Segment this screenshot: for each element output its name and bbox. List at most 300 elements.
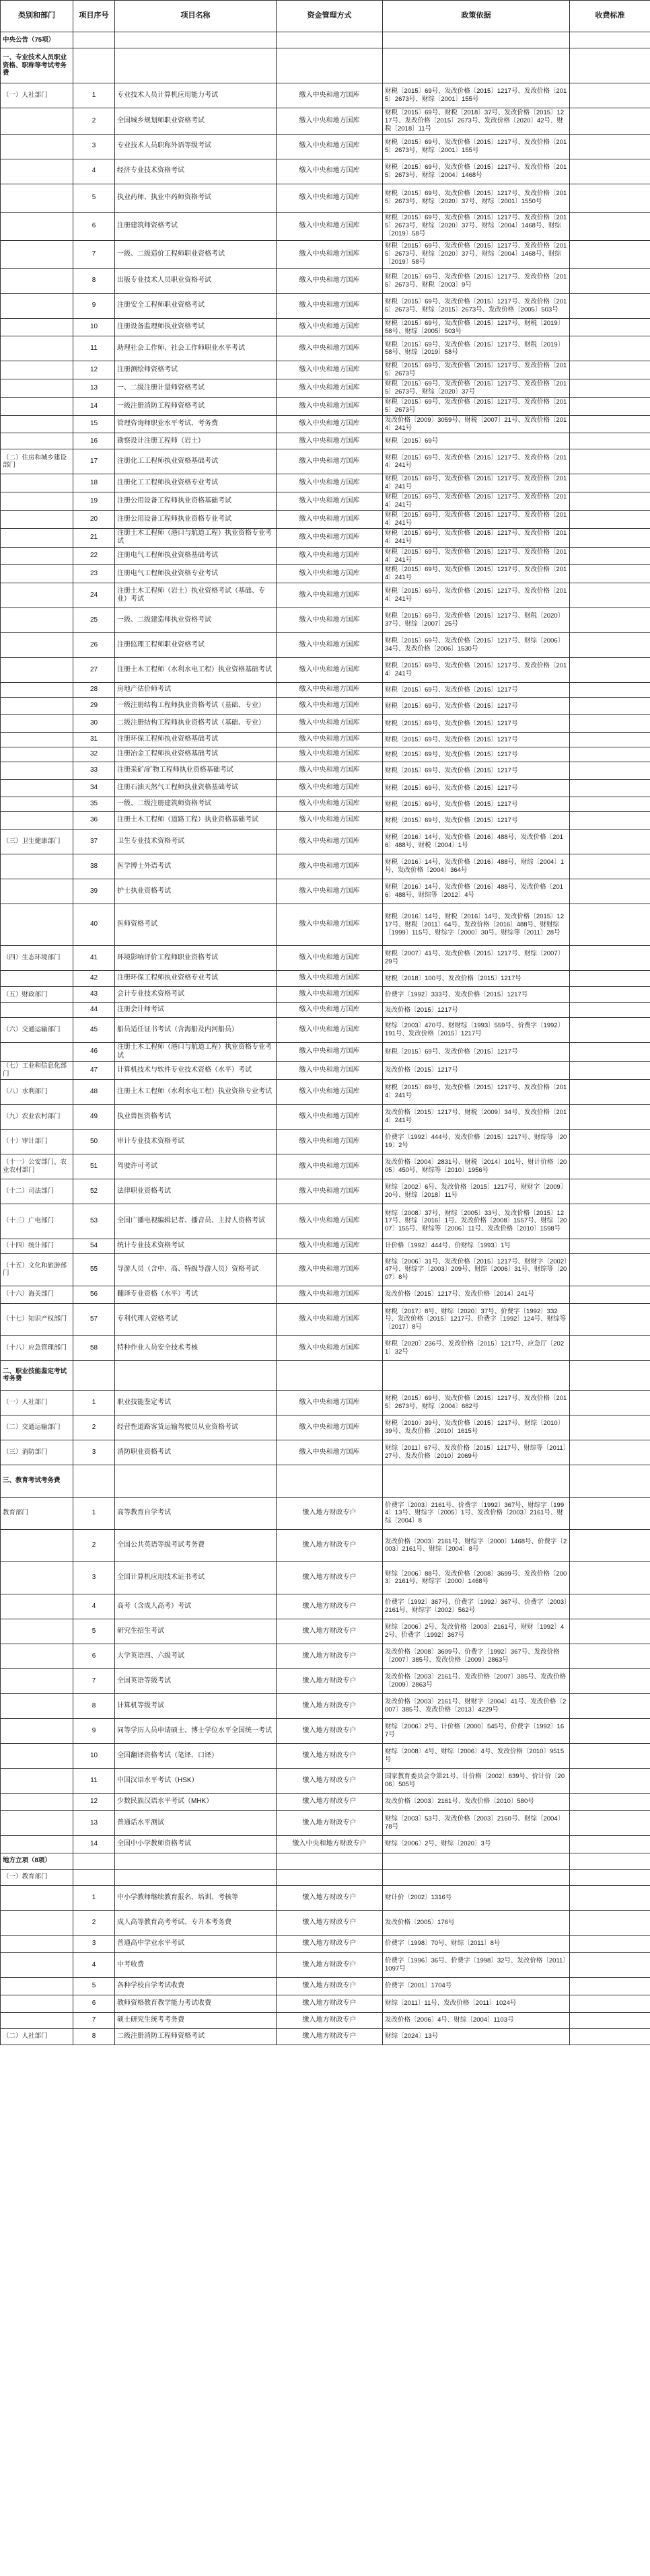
seq-cell: 46 (73, 1043, 115, 1062)
policy-cell: 财税〔2007〕41号、发改价格〔2015〕1217号、财综〔2007〕29号 (383, 946, 570, 971)
fund-cell (277, 48, 383, 83)
seq-cell: 22 (73, 547, 115, 565)
policy-cell: 财税〔2015〕69号、发改价格〔2015〕1217号、发改价格〔2015〕2673号 (383, 397, 570, 415)
seq-cell: 55 (73, 1253, 115, 1286)
table-row (1, 987, 650, 1003)
category-cell: （八）水利部门 (1, 1079, 73, 1104)
fund-cell: 缴入中央和地方国库 (277, 268, 383, 293)
seq-cell: 3 (73, 1440, 115, 1465)
category-cell (1, 1561, 73, 1594)
fund-cell: 缴入地方财政专户 (277, 1743, 383, 1768)
standard-cell (570, 379, 650, 398)
policy-cell: 财税〔2015〕69号、发改价格〔2015〕1217号、发改价格〔2014〕241号 (383, 510, 570, 528)
fund-cell: 缴入中央和地方国库 (277, 134, 383, 159)
item-cell: 教师资格教育教学能力考试收费 (115, 1995, 277, 2012)
item-cell: 注册土木工程师（水利水电工程）执业资格专业考试 (115, 1079, 277, 1104)
policy-cell: 财计价〔2002〕1316号 (383, 1885, 570, 1910)
item-cell: 医学博士外语考试 (115, 854, 277, 879)
item-cell: 注册冶金工程师执业资格基础考试 (115, 747, 277, 762)
fund-cell: 缴入中央和地方国库 (277, 1154, 383, 1179)
standard-cell (570, 1869, 650, 1885)
fund-cell: 缴入中央和地方国库 (277, 1204, 383, 1239)
policy-cell: 价费字〔1996〕36号、价费字〔1998〕32号、发改价格〔2011〕1097号 (383, 1952, 570, 1977)
table-row (1, 1204, 650, 1239)
policy-cell: 财综〔2011〕67号、发改价格〔2015〕1217号、财综等〔2011〕27号、发改价格〔2010〕2069号 (383, 1440, 570, 1465)
category-cell (1, 608, 73, 633)
fund-cell: 缴入地方财政专户 (277, 1793, 383, 1810)
policy-cell: 财税〔2015〕69号、发改价格〔2015〕1217号、发改价格〔2014〕241号 (383, 449, 570, 474)
item-cell (115, 48, 277, 83)
fund-cell: 缴入中央和地方国库 (277, 528, 383, 547)
seq-cell: 1 (73, 1390, 115, 1415)
category-cell (1, 1043, 73, 1062)
table-row (1, 565, 650, 583)
item-cell: 高考（含成人高考）考试 (115, 1594, 277, 1619)
standard-cell (570, 608, 650, 633)
table-row (1, 1693, 650, 1718)
standard-cell (570, 1995, 650, 2012)
fund-cell: 缴入中央和地方国库 (277, 565, 383, 583)
table-row (1, 683, 650, 698)
category-cell: （十）审计部门 (1, 1129, 73, 1154)
standard-cell (570, 1952, 650, 1977)
seq-cell: 31 (73, 733, 115, 747)
seq-cell: 25 (73, 608, 115, 633)
standard-cell (570, 1303, 650, 1335)
standard-cell (570, 747, 650, 762)
policy-cell: 财税〔2015〕69号、发改价格〔2015〕1217号、发改价格〔2014〕241号 (383, 583, 570, 608)
fund-cell: 缴入地方财政专户 (277, 1718, 383, 1743)
policy-cell: 财税〔2015〕69号、发改价格〔2015〕1217号 (383, 797, 570, 812)
item-cell: 注册环保工程师执业资格专业考试 (115, 971, 277, 987)
table-row (1, 528, 650, 547)
policy-cell: 计价格〔1992〕444号、价财综〔1993〕1号 (383, 1239, 570, 1253)
table-header-row (1, 1, 650, 32)
seq-cell: 36 (73, 812, 115, 830)
policy-cell: 财税〔2015〕69号、发改价格〔2015〕1217号、发改价格〔2015〕2673号、财综〔2020〕37号 (383, 379, 570, 398)
fund-cell: 缴入地方财政专户 (277, 1594, 383, 1619)
category-cell (1, 1644, 73, 1668)
fund-cell: 缴入地方财政专户 (277, 1910, 383, 1935)
table-row (1, 159, 650, 184)
category-cell (1, 1619, 73, 1644)
fund-cell: 缴入中央和地方国库 (277, 1415, 383, 1440)
standard-cell (570, 336, 650, 361)
fund-cell: 缴入中央和地方国库 (277, 184, 383, 212)
item-cell: 全国城乡规划师职业资格考试 (115, 108, 277, 135)
policy-cell: 价费字〔1992〕444号、发改价格〔2015〕1217号、财综等〔2019〕2号 (383, 1129, 570, 1154)
fund-cell: 缴入地方财政专户 (277, 1952, 383, 1977)
table-row (1, 1619, 650, 1644)
standard-cell (570, 1104, 650, 1129)
category-cell: （五）财政部门 (1, 987, 73, 1003)
item-cell: 注册土木工程师（水利水电工程）执业资格基础考试 (115, 658, 277, 683)
policy-cell: 财税〔2015〕69号、发改价格〔2015〕1217号 (383, 780, 570, 797)
item-cell: 房地产估价师考试 (115, 683, 277, 698)
standard-cell (570, 1204, 650, 1239)
standard-cell (570, 1239, 650, 1253)
seq-cell: 5 (73, 184, 115, 212)
standard-cell (570, 2012, 650, 2028)
table-row (1, 658, 650, 683)
policy-cell: 财税〔2015〕69号、发改价格〔2015〕1217号、发改价格〔2015〕2673号、财综〔2001〕155号 (383, 83, 570, 108)
item-cell: 全国计算机应用技术证书考试 (115, 1561, 277, 1594)
standard-cell (570, 134, 650, 159)
item-cell: 注册土木工程师（港口与航道工程）执业资格专业考试 (115, 1043, 277, 1062)
table-row (1, 1104, 650, 1129)
category-cell: （十七）知识产权部门 (1, 1303, 73, 1335)
section-row (1, 1360, 650, 1390)
seq-cell: 35 (73, 797, 115, 812)
seq-cell: 29 (73, 698, 115, 715)
item-cell: 环境影响评价工程师职业资格考试 (115, 946, 277, 971)
fund-cell: 缴入中央和地方国库 (277, 336, 383, 361)
seq-cell: 2 (73, 1415, 115, 1440)
table-row (1, 762, 650, 780)
standard-cell (570, 1360, 650, 1390)
standard-cell (570, 1129, 650, 1154)
item-cell: 同等学历人员申请硕士、博士学位水平全国统一考试 (115, 1718, 277, 1743)
seq-cell: 33 (73, 762, 115, 780)
category-cell (1, 854, 73, 879)
item-cell: 全国英语等级考试 (115, 1668, 277, 1693)
category-cell (1, 492, 73, 511)
standard-cell (570, 108, 650, 135)
item-cell: 中考收费 (115, 1952, 277, 1977)
header-item: 项目名称 (115, 1, 277, 32)
seq-cell: 20 (73, 510, 115, 528)
seq-cell: 7 (73, 240, 115, 268)
standard-cell (570, 1043, 650, 1062)
standard-cell (570, 1286, 650, 1303)
fund-cell: 缴入中央和地方国库 (277, 547, 383, 565)
item-cell: 中国汉语水平考试（HSK） (115, 1768, 277, 1793)
header-standard: 收费标准 (570, 1, 650, 32)
seq-cell: 47 (73, 1062, 115, 1080)
item-cell: 注册土木工程师（道路工程）执业资格基础考试 (115, 812, 277, 830)
seq-cell: 8 (73, 1693, 115, 1718)
policy-cell: 财税〔2018〕100号、发改价格〔2015〕1217号 (383, 971, 570, 987)
item-cell: 注册公用设备工程师执业资格专业考试 (115, 510, 277, 528)
seq-cell: 21 (73, 528, 115, 547)
category-cell (1, 379, 73, 398)
item-cell: 少数民族汉语水平考试（MHK） (115, 1793, 277, 1810)
standard-cell (570, 1497, 650, 1529)
table-row (1, 1810, 650, 1835)
item-cell: 注册建筑师资格考试 (115, 212, 277, 240)
seq-cell: 34 (73, 780, 115, 797)
item-cell (115, 32, 277, 48)
item-cell: 审计专业技术资格考试 (115, 1129, 277, 1154)
policy-cell: 财综〔2006〕2号、计价格〔2000〕545号、价费字〔1992〕167号 (383, 1718, 570, 1743)
table-row (1, 1239, 650, 1253)
category-cell (1, 212, 73, 240)
fund-cell: 缴入中央和地方国库 (277, 658, 383, 683)
fund-cell: 缴入中央和地方国库 (277, 474, 383, 492)
seq-cell: 6 (73, 1644, 115, 1668)
table-row (1, 361, 650, 379)
fund-cell: 缴入中央和地方国库 (277, 583, 383, 608)
policy-cell: 发改价格〔2006〕4号、财综〔2004〕1103号 (383, 2012, 570, 2028)
fund-cell: 缴入中央和地方国库 (277, 361, 383, 379)
seq-cell: 52 (73, 1179, 115, 1204)
category-cell (1, 683, 73, 698)
seq-cell: 18 (73, 474, 115, 492)
item-cell: 执业兽医资格考试 (115, 1104, 277, 1129)
fund-cell: 缴入中央和地方国库 (277, 698, 383, 715)
seq-cell: 48 (73, 1079, 115, 1104)
policy-cell: 价费字〔1992〕367号、价费字〔1992〕367号、价费字〔2003〕2161号、财综字〔2002〕562号 (383, 1594, 570, 1619)
standard-cell (570, 293, 650, 318)
seq-cell: 58 (73, 1335, 115, 1360)
standard-cell (570, 1835, 650, 1853)
seq-cell: 44 (73, 1003, 115, 1018)
seq-cell: 32 (73, 747, 115, 762)
category-cell (1, 134, 73, 159)
category-cell: 一、专业技术人员职业资格、职称等考试考务费 (1, 48, 73, 83)
fund-cell: 缴入地方财政专户 (277, 1885, 383, 1910)
item-cell: 注册设备监理师执业资格考试 (115, 318, 277, 336)
seq-cell: 1 (73, 1497, 115, 1529)
table-row (1, 1062, 650, 1080)
fund-cell: 缴入中央和地方国库 (277, 1303, 383, 1335)
table-row (1, 747, 650, 762)
seq-cell: 13 (73, 1810, 115, 1835)
category-cell (1, 547, 73, 565)
table-row (1, 608, 650, 633)
standard-cell (570, 449, 650, 474)
table-row (1, 474, 650, 492)
fund-cell: 缴入中央和地方国库 (277, 1018, 383, 1043)
seq-cell: 12 (73, 361, 115, 379)
policy-cell: 财综〔2003〕470号、财财综〔1993〕559号、价费字〔1992〕191号、发改价格〔2015〕1217号 (383, 1018, 570, 1043)
standard-cell (570, 879, 650, 904)
category-cell (1, 474, 73, 492)
table-row (1, 240, 650, 268)
policy-cell: 价费字〔2001〕1704号 (383, 1977, 570, 1995)
category-cell: （三）卫生健康部门 (1, 830, 73, 854)
seq-cell: 7 (73, 2012, 115, 2028)
seq-cell: 6 (73, 212, 115, 240)
fund-cell: 缴入中央和地方国库 (277, 733, 383, 747)
seq-cell (73, 1853, 115, 1869)
category-cell: 三、教育考试考务费 (1, 1465, 73, 1497)
standard-cell (570, 583, 650, 608)
item-cell: 全国中小学教师资格考试 (115, 1835, 277, 1853)
fund-cell: 缴入地方财政专户 (277, 1995, 383, 2012)
standard-cell (570, 987, 650, 1003)
standard-cell (570, 1644, 650, 1668)
item-cell: 一级、二级注册建筑师资格考试 (115, 797, 277, 812)
item-cell: 翻译专业资格（水平）考试 (115, 1286, 277, 1303)
item-cell: 注册土木工程师（岩土）执业资格考试（基础、专业）考试 (115, 583, 277, 608)
table-row (1, 2012, 650, 2028)
table-row (1, 698, 650, 715)
item-cell: 注册会计师考试 (115, 1003, 277, 1018)
table-row (1, 1018, 650, 1043)
standard-cell (570, 1935, 650, 1952)
policy-cell: 财税〔2015〕69号、发改价格〔2015〕1217号、发改价格〔2015〕2673号、财综〔2004〕682号 (383, 1390, 570, 1415)
category-cell (1, 698, 73, 715)
policy-cell: 财税〔2015〕69号、发改价格〔2015〕1217号、财综〔2006〕34号、发改价格〔2006〕1530号 (383, 633, 570, 658)
table-row (1, 433, 650, 449)
standard-cell (570, 904, 650, 946)
table-row (1, 492, 650, 511)
category-cell (1, 879, 73, 904)
item-cell: 管理咨询师职业水平考试、考务费 (115, 415, 277, 433)
standard-cell (570, 698, 650, 715)
fund-cell: 缴入地方财政专户 (277, 1935, 383, 1952)
table-row (1, 336, 650, 361)
table-row (1, 1644, 650, 1668)
seq-cell: 30 (73, 715, 115, 733)
table-row (1, 1995, 650, 2012)
item-cell: 二级注册结构工程师执业资格考试（基础、专业） (115, 715, 277, 733)
seq-cell: 8 (73, 268, 115, 293)
policy-cell: 财税〔2015〕69号、发改价格〔2015〕1217号 (383, 1043, 570, 1062)
category-cell (1, 812, 73, 830)
category-cell (1, 1995, 73, 2012)
fund-cell: 缴入中央和地方国库 (277, 433, 383, 449)
table-row (1, 1529, 650, 1561)
standard-cell (570, 780, 650, 797)
section-row (1, 1853, 650, 1869)
category-cell (1, 715, 73, 733)
seq-cell: 10 (73, 1743, 115, 1768)
seq-cell: 12 (73, 1793, 115, 1810)
table-row (1, 2028, 650, 2045)
table-row (1, 83, 650, 108)
item-cell: 出版专业技术人员职业资格考试 (115, 268, 277, 293)
category-cell (1, 904, 73, 946)
policy-cell: 价费字〔2003〕2161号、价费字〔1992〕367号、财综字〔1994〕13号、财综字〔2005〕1号、发改价格〔2003〕2161号、财综〔2004〕8 (383, 1497, 570, 1529)
policy-cell: 财税〔2015〕69号、发改价格〔2015〕1217号 (383, 812, 570, 830)
item-cell: 计算机技术与软件专业技术资格（水平）考试 (115, 1062, 277, 1080)
standard-cell (570, 1693, 650, 1718)
category-cell: 中央公告（75项） (1, 32, 73, 48)
table-row (1, 1497, 650, 1529)
table-row (1, 1303, 650, 1335)
fund-cell: 缴入中央和地方国库 (277, 946, 383, 971)
standard-cell (570, 1415, 650, 1440)
seq-cell: 54 (73, 1239, 115, 1253)
table-row (1, 1253, 650, 1286)
standard-cell (570, 528, 650, 547)
policy-cell (383, 1360, 570, 1390)
seq-cell: 1 (73, 83, 115, 108)
policy-cell: 财税〔2015〕69号、发改价格〔2015〕1217号、发改价格〔2015〕2673号、财综〔2001〕155号 (383, 134, 570, 159)
item-cell: 一级、二级建造师执业资格考试 (115, 608, 277, 633)
header-category: 类别和部门 (1, 1, 73, 32)
seq-cell: 42 (73, 971, 115, 987)
policy-cell: 财税〔2015〕69号、发改价格〔2015〕1217号、发改价格〔2015〕2673号、财综〔2020〕37号、财综〔2004〕1468号、财综〔2019〕58号 (383, 240, 570, 268)
policy-cell: 财税〔2015〕69号、发改价格〔2015〕1217号、发改价格〔2014〕241号 (383, 658, 570, 683)
policy-cell: 财税〔2015〕69号、发改价格〔2015〕1217号、发改价格〔2015〕2673号 (383, 361, 570, 379)
fund-cell: 缴入地方财政专户 (277, 1977, 383, 1995)
policy-cell: 财综〔2006〕88号、发改价格〔2008〕3699号、发改价格〔2003〕2161号、财综字〔2000〕1468号 (383, 1561, 570, 1594)
standard-cell (570, 1465, 650, 1497)
item-cell: 高等教育自学考试 (115, 1497, 277, 1529)
category-cell (1, 415, 73, 433)
item-cell: 驾驶许可考试 (115, 1154, 277, 1179)
fund-cell: 缴入中央和地方国库 (277, 715, 383, 733)
standard-cell (570, 1018, 650, 1043)
fund-cell: 缴入中央和地方国库 (277, 1390, 383, 1415)
fund-cell: 缴入地方财政专户 (277, 1644, 383, 1668)
policy-cell: 发改价格〔2015〕1217号 (383, 1062, 570, 1080)
fund-cell: 缴入中央和地方国库 (277, 108, 383, 135)
table-row (1, 1390, 650, 1415)
seq-cell: 57 (73, 1303, 115, 1335)
standard-cell (570, 268, 650, 293)
standard-cell (570, 547, 650, 565)
table-row (1, 1154, 650, 1179)
standard-cell (570, 1810, 650, 1835)
policy-cell: 发改价格〔2003〕2161号、发改价格〔2010〕580号 (383, 1793, 570, 1810)
category-cell: （二）人社部门 (1, 2028, 73, 2045)
standard-cell (570, 633, 650, 658)
seq-cell: 13 (73, 379, 115, 398)
item-cell: 硕士研究生统考考务费 (115, 2012, 277, 2028)
category-cell (1, 1718, 73, 1743)
seq-cell (73, 48, 115, 83)
standard-cell (570, 1179, 650, 1204)
table-row (1, 1718, 650, 1743)
category-cell: （七）工业和信息化部门 (1, 1062, 73, 1080)
policy-cell: 价费字〔1998〕70号、财综〔2011〕8号 (383, 1935, 570, 1952)
fund-cell: 缴入地方财政专户 (277, 1810, 383, 1835)
table-row (1, 134, 650, 159)
section-row (1, 48, 650, 83)
seq-cell: 2 (73, 1529, 115, 1561)
item-cell: 二级注册消防工程师资格考试 (115, 2028, 277, 2045)
policy-cell (383, 32, 570, 48)
category-cell: （十六）海关部门 (1, 1286, 73, 1303)
table-row (1, 1952, 650, 1977)
category-cell (1, 747, 73, 762)
category-cell: 教育部门 (1, 1497, 73, 1529)
table-row (1, 1743, 650, 1768)
table-row (1, 1793, 650, 1810)
policy-cell: 发改价格〔2015〕1217号、财税〔2009〕34号、发改价格〔2014〕241号 (383, 1104, 570, 1129)
policy-cell: 价费字〔1992〕333号、发改价格〔2015〕1217号 (383, 987, 570, 1003)
fund-cell: 缴入中央和地方国库 (277, 1043, 383, 1062)
table-row (1, 797, 650, 812)
item-cell: 注册公用设备工程师执业资格基础考试 (115, 492, 277, 511)
item-cell: 医师资格考试 (115, 904, 277, 946)
table-row (1, 879, 650, 904)
policy-cell (383, 1869, 570, 1885)
table-row (1, 379, 650, 398)
standard-cell (570, 1768, 650, 1793)
category-cell (1, 1952, 73, 1977)
fund-cell: 缴入中央和地方国库 (277, 633, 383, 658)
item-cell: 注册安全工程师职业资格考试 (115, 293, 277, 318)
item-cell: 勘察设计注册工程师（岩土） (115, 433, 277, 449)
item-cell: 大学英语四、六级考试 (115, 1644, 277, 1668)
policy-cell: 财税〔2015〕69号、发改价格〔2015〕1217号、发改价格〔2014〕241号 (383, 474, 570, 492)
category-cell: （四）生态环境部门 (1, 946, 73, 971)
seq-cell: 9 (73, 293, 115, 318)
policy-cell: 财综〔2003〕53号、发改价格〔2003〕2160号、财综〔2004〕78号 (383, 1810, 570, 1835)
category-cell: （一）人社部门 (1, 83, 73, 108)
policy-cell: 发改价格〔2003〕2161号、发改价格〔2007〕385号、发改价格〔2009〕2863号 (383, 1668, 570, 1693)
policy-cell: 发改价格〔2009〕3059号、财税〔2007〕21号、发改价格〔2014〕241号 (383, 415, 570, 433)
fund-cell: 缴入中央和地方国库 (277, 1253, 383, 1286)
seq-cell: 17 (73, 449, 115, 474)
item-cell: 普通高中学业水平考试 (115, 1935, 277, 1952)
item-cell: 研究生招生考试 (115, 1619, 277, 1644)
